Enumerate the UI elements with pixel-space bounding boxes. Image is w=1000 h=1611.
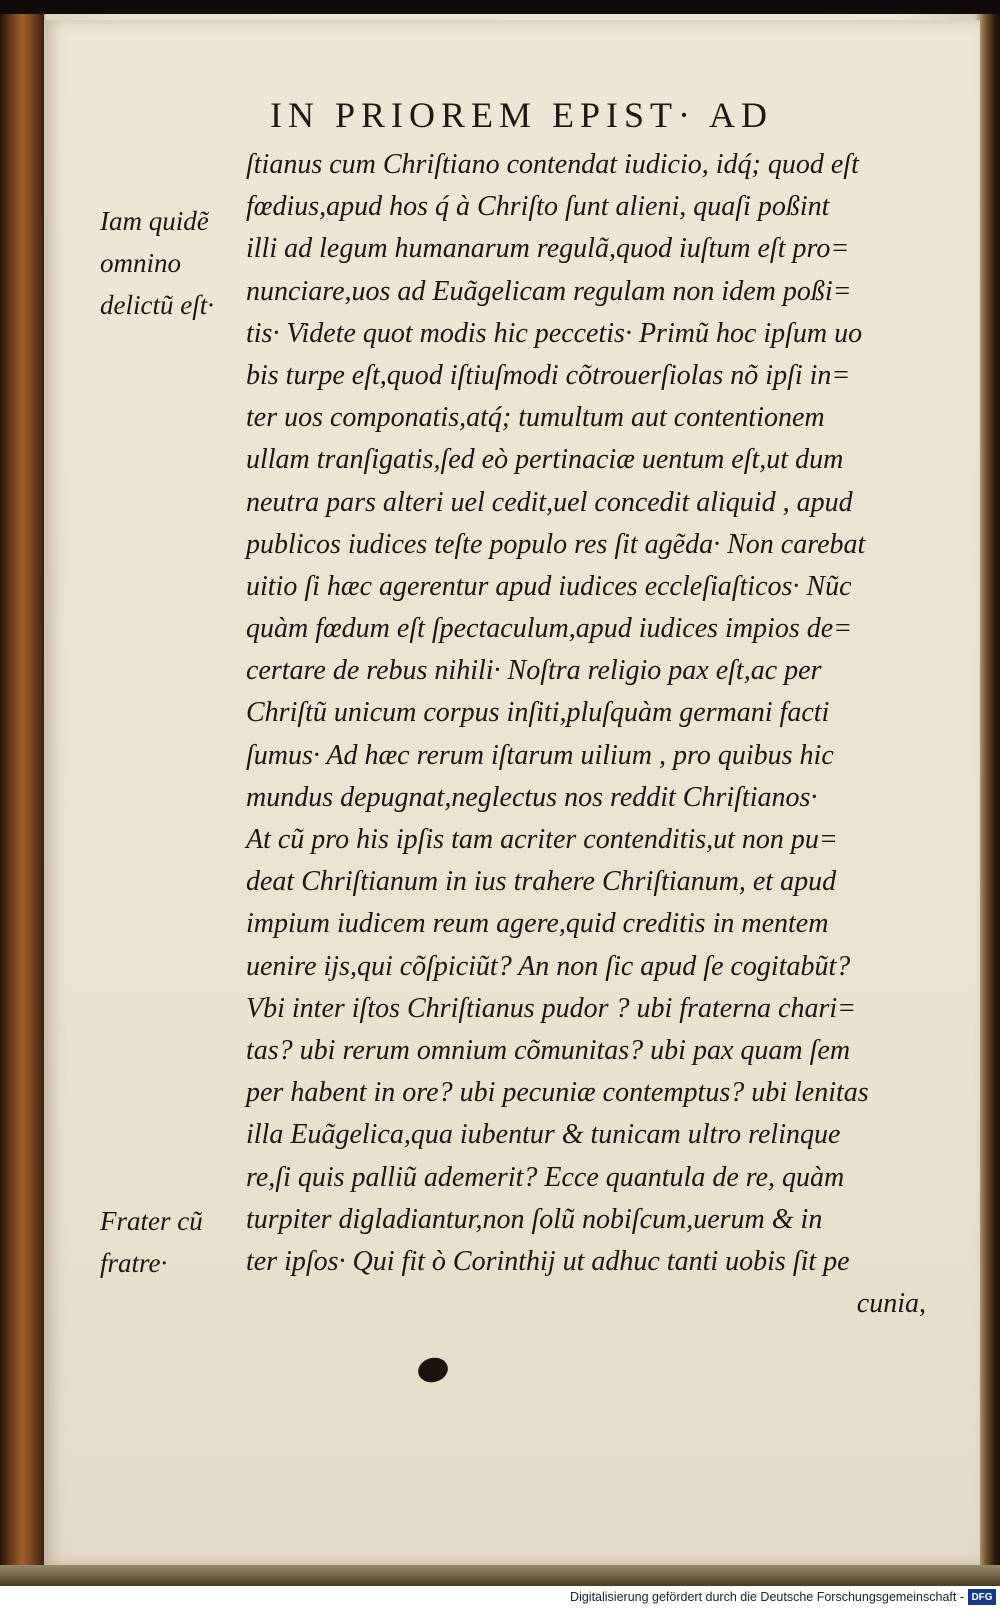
- catchword: cunia,: [856, 1288, 926, 1320]
- text-line: impium iudicem reum agere,quid creditis in mentem: [246, 908, 829, 940]
- margin-note-line: fratre·: [100, 1248, 168, 1279]
- bottom-scan-edge: [0, 1565, 1000, 1586]
- text-line: quàm fœdum eſt ſpectaculum,apud iudices impios de=: [246, 613, 853, 645]
- margin-note-2: [100, 1200, 240, 1284]
- text-line: publicos iudices teſte populo res ſit agẽda· Non carebat: [246, 528, 866, 560]
- text-line: ter ipſos· Qui fit ò Corinthij ut adhuc tanti uobis ſit pe: [246, 1245, 850, 1277]
- book-binding: [0, 14, 44, 1586]
- text-line: At cũ pro his ipſis tam acriter contenditis,ut non pu=: [246, 824, 838, 855]
- text-line: tis· Videte quot modis hic peccetis· Primũ hoc ipſum uo: [246, 317, 863, 349]
- text-line: ſtianus cum Chriſtiano contendat iudicio, idq́; quod eſt: [246, 149, 859, 180]
- text-line: neutra pars alteri uel cedit,uel concedit aliquid , apud: [246, 486, 853, 518]
- digitization-credit: Digitalisierung gefördert durch die Deutsche Forschungsgemeinschaft -: [570, 1590, 964, 1604]
- text-line: ſumus· Ad hæc rerum iſtarum uilium , pro quibus hic: [246, 739, 834, 771]
- running-header: IN PRIOREM EPIST· AD: [270, 95, 774, 135]
- text-line: ter uos componatis,atq́; tumultum aut contentionem: [246, 402, 825, 434]
- dfg-logo-icon: DFG: [968, 1589, 996, 1605]
- text-line: bis turpe eſt,quod iſtiuſmodi cõtrouerſiolas nõ ipſi in=: [246, 359, 851, 391]
- margin-note-line: delictũ eſt·: [100, 290, 214, 321]
- top-scan-edge: [0, 0, 1000, 14]
- text-line: illi ad legum humanarum regulã,quod iuſtum eſt pro=: [246, 233, 850, 265]
- text-line: Chriſtũ unicum corpus inſiti,pluſquàm germani facti: [246, 697, 830, 729]
- text-line: per habent in ore? ubi pecuniæ contemptus? ubi lenitas: [246, 1077, 869, 1109]
- margin-note-line: Iam quidẽ: [100, 206, 209, 236]
- text-line: fœdius,apud hos q́ à Chriſto ſunt alieni, quaſi poßint: [246, 191, 830, 223]
- text-line: uenire iјs,qui cõſpiciũt? An non ſic apud ſe cogitabũt?: [246, 950, 851, 982]
- margin-note-line: Frater cũ: [100, 1206, 203, 1236]
- body-text: [246, 144, 926, 1325]
- margin-note-1: [100, 200, 240, 327]
- text-line: illa Euãgelica,qua iubentur & tunicam ultro relinque: [246, 1119, 841, 1151]
- text-line: ullam tranſigatis,ſed eò pertinaciæ uentum eſt,ut dum: [246, 444, 844, 476]
- text-line: Vbi inter iſtos Chriſtianus pudor ? ubi fraterna chari=: [246, 992, 857, 1024]
- text-line: tas? ubi rerum omnium cõmunitas? ubi pax quam ſem: [246, 1034, 851, 1066]
- text-line: turpiter digladiantur,non ſolũ nobiſcum,uerum & in: [246, 1203, 823, 1235]
- text-line: certare de rebus nihili· Noſtra religio pax eſt,ac per: [246, 655, 822, 687]
- text-line: re,ſi quis palliũ ademerit? Ecce quantula de re, quàm: [246, 1161, 845, 1193]
- text-line: deat Chriſtianum in ius trahere Chriſtianum, et apud: [246, 866, 837, 898]
- text-line: mundus depugnat,neglectus nos reddit Chriſtianos·: [246, 781, 818, 813]
- text-line: nunciare,uos ad Euãgelicam regulam non idem poßi=: [246, 275, 852, 307]
- text-line: uitio ſi hæc agerentur apud iudices eccleſiaſticos· Nũc: [246, 570, 852, 602]
- margin-note-line: omnino: [100, 248, 181, 279]
